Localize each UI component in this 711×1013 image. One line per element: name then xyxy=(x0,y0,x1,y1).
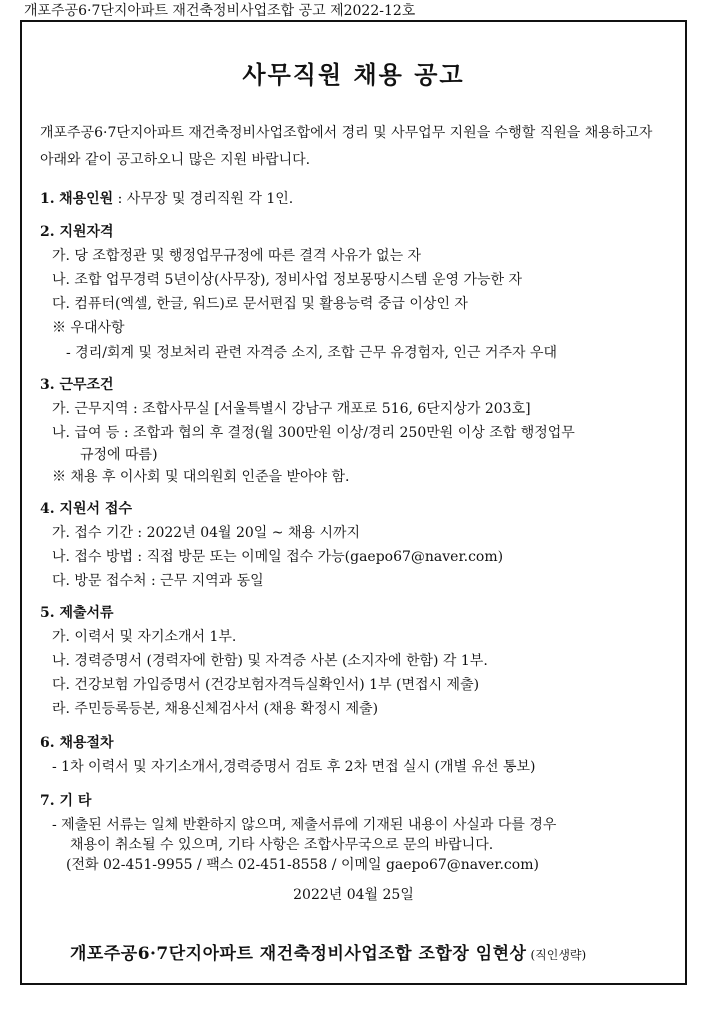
section-7-line-1: - 제출된 서류는 일체 반환하지 않으며, 제출서류에 기재된 내용이 사실과 다를 경우 xyxy=(52,817,557,833)
section-1-line xyxy=(40,190,293,208)
section-7-heading: 7. 기 타 xyxy=(40,793,92,809)
section-7-line-2: 채용이 취소될 수 있으며, 기타 사항은 조합사무국으로 문의 바랍니다. xyxy=(70,837,494,853)
section-7-line-3: (전화 02-451-9955 / 팩스 02-451-8558 / 이메일 gaepo67@naver.com) xyxy=(66,857,539,873)
intro-paragraph: 개포주공6·7단지아파트 재건축정비사업조합에서 경리 및 사무업무 지원을 수행할 직원을 채용하고자 아래와 같이 공고하오니 많은 지원 바랍니다. xyxy=(40,125,653,168)
section-4-item-3: 다. 방문 접수처 : 근무 지역과 동일 xyxy=(52,573,264,589)
section-5-item-4: 라. 주민등록등본, 채용신체검사서 (채용 확정시 제출) xyxy=(52,701,379,717)
section-3-heading: 3. 근무조건 xyxy=(40,377,114,393)
signature-line xyxy=(70,943,586,966)
section-4-heading: 4. 지원서 접수 xyxy=(40,501,132,517)
notice-date: 2022년 04월 25일 xyxy=(293,887,414,903)
section-2-item-1: 가. 당 조합정관 및 행정업무규정에 따른 결격 사유가 없는 자 xyxy=(52,248,422,264)
preference-title: ※ 우대사항 xyxy=(52,320,125,336)
section-6-heading: 6. 채용절차 xyxy=(40,735,114,751)
section-3-item-2-line-1: 나. 급여 등 : 조합과 협의 후 결정(월 300만원 이상/경리 250만원 이상 조합 행정업무 xyxy=(52,425,575,441)
notice-frame xyxy=(20,20,687,985)
section-1-heading: 채용인원 xyxy=(59,191,114,207)
section-5-item-3: 다. 건강보험 가입증명서 (건강보험자격득실확인서) 1부 (면접시 제출) xyxy=(52,677,480,693)
section-1-number: 1. xyxy=(40,191,55,207)
signature-name: 개포주공6·7단지아파트 재건축정비사업조합 조합장 임현상 xyxy=(70,944,527,964)
page-title: 사무직원 채용 공고 xyxy=(242,60,465,89)
preference-item: - 경리/회계 및 정보처리 관련 자격증 소지, 조합 근무 유경험자, 인근 거주자 우대 xyxy=(66,345,557,361)
notice-number: 개포주공6·7단지아파트 재건축정비사업조합 공고 제2022-12호 xyxy=(24,3,416,19)
section-4-item-1: 가. 접수 기간 : 2022년 04월 20일 ~ 채용 시까지 xyxy=(52,525,361,541)
section-1-content: : 사무장 및 경리직원 각 1인. xyxy=(113,191,294,207)
section-6-item: - 1차 이력서 및 자기소개서,경력증명서 검토 후 2차 면접 실시 (개별 유선 통보) xyxy=(52,759,536,775)
seal-note: (직인생략) xyxy=(530,948,587,962)
section-2-heading: 2. 지원자격 xyxy=(40,224,114,240)
section-3-note: ※ 채용 후 이사회 및 대의원회 인준을 받아야 함. xyxy=(52,469,350,485)
section-2-item-3: 다. 컴퓨터(엑셀, 한글, 워드)로 문서편집 및 활용능력 중급 이상인 자 xyxy=(52,296,468,312)
section-4-item-2: 나. 접수 방법 : 직접 방문 또는 이메일 접수 가능(gaepo67@naver.com) xyxy=(52,549,504,565)
section-5-item-2: 나. 경력증명서 (경력자에 한함) 및 자격증 사본 (소지자에 한함) 각 1부. xyxy=(52,653,488,669)
section-3-item-2-line-2: 규정에 따름) xyxy=(80,447,158,463)
section-5-heading: 5. 제출서류 xyxy=(40,605,114,621)
section-5-item-1: 가. 이력서 및 자기소개서 1부. xyxy=(52,629,237,645)
section-3-item-1: 가. 근무지역 : 조합사무실 [서울특별시 강남구 개포로 516, 6단지상가 203호] xyxy=(52,401,531,417)
section-2-item-2: 나. 조합 업무경력 5년이상(사무장), 정비사업 정보몽땅시스템 운영 가능한 자 xyxy=(52,272,523,288)
